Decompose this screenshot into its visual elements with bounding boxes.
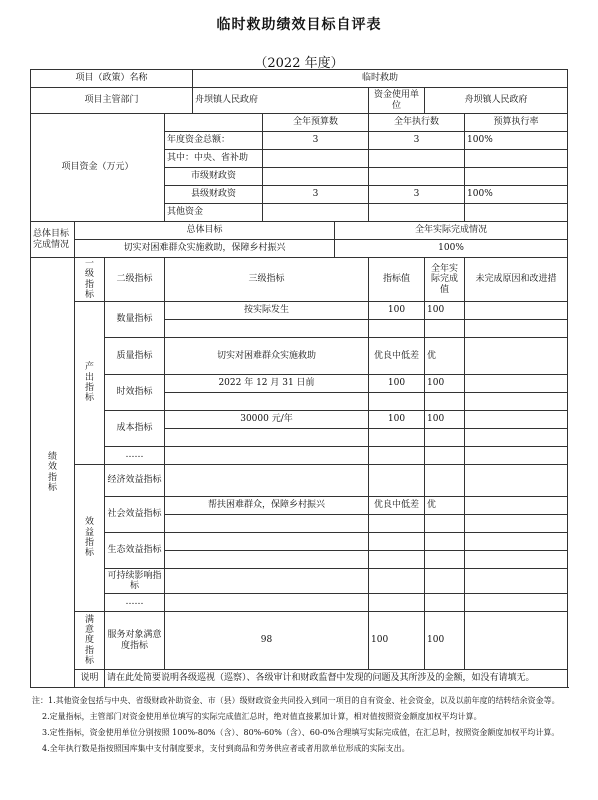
header-actual: 全年实际完成值	[425, 258, 465, 302]
indicator-l2: 生态效益指标	[105, 533, 165, 569]
indicator-l3: 切实对困难群众实施救助	[165, 338, 369, 375]
explain-label: 说明	[75, 670, 105, 688]
benefit-label: 效益指标	[75, 465, 105, 612]
funds-col-exec: 全年执行数	[369, 114, 465, 132]
funds-row-name: 市级财政资	[165, 168, 263, 186]
output-label: 产出指标	[75, 302, 105, 465]
user-label: 资金使用单位	[369, 88, 425, 114]
indicator-actual: 100	[425, 375, 465, 393]
header-level2: 二级指标	[105, 258, 165, 302]
indicator-l2: 可持续影响指标	[105, 569, 165, 594]
funds-row-name: 县级财政资	[165, 186, 263, 204]
funds-row-rate	[465, 204, 568, 222]
funds-row-exec: 3	[369, 132, 465, 150]
indicator-reason	[465, 411, 568, 429]
indicator-l2: 经济效益指标	[105, 465, 165, 497]
indicator-reason	[465, 302, 568, 320]
header-level1: 一级指标	[75, 258, 105, 302]
indicator-l3: 30000 元/年	[165, 411, 369, 429]
user-value: 舟坝镇人民政府	[425, 88, 568, 114]
funds-col-rate: 预算执行率	[465, 114, 568, 132]
indicator-l3: 98	[165, 612, 369, 670]
indicator-actual: 优	[425, 338, 465, 375]
funds-row-budget: 3	[263, 132, 369, 150]
funds-row-budget	[263, 150, 369, 168]
indicator-l2: 质量指标	[105, 338, 165, 375]
indicator-l2: 数量指标	[105, 302, 165, 338]
indicator-l2: ……	[105, 447, 165, 465]
overall-label: 总体目标完成情况	[31, 222, 75, 258]
evaluation-table	[30, 69, 568, 688]
funds-row-budget	[263, 168, 369, 186]
indicator-value: 100	[369, 612, 425, 670]
funds-row-exec	[369, 204, 465, 222]
funds-col-budget: 全年预算数	[263, 114, 369, 132]
indicator-l2: 成本指标	[105, 411, 165, 447]
indicator-value: 100	[369, 411, 425, 429]
indicator-actual: 100	[425, 302, 465, 320]
funds-header-blank	[165, 114, 263, 132]
overall-target-header: 总体目标	[75, 222, 335, 240]
indicator-l3: 帮扶困难群众，保障乡村振兴	[165, 497, 369, 515]
indicator-l2: 社会效益指标	[105, 497, 165, 533]
funds-row-name: 其他资金	[165, 204, 263, 222]
indicator-value: 优良中低差	[369, 338, 425, 375]
note-item: 注：1.其他资金包括与中央、省级财政补助资金、市（县）级财政资金共同投入到同一项目的自有资金、社会资金，以及以前年度的结转结余资金等。	[32, 696, 560, 705]
header-value: 指标值	[369, 258, 425, 302]
funds-row-exec: 3	[369, 186, 465, 204]
project-name-value: 临时救助	[193, 70, 568, 88]
funds-row-name: 年度资金总额：	[165, 132, 263, 150]
funds-row-name: 其中：中央、省补助	[165, 150, 263, 168]
explain-text: 请在此处简要说明各级巡视（巡察）、各级审计和财政监督中发现的问题及其所涉及的金额，如没有请填无。	[105, 670, 568, 688]
indicator-actual: 100	[425, 612, 465, 670]
indicator-l2: 时效指标	[105, 375, 165, 411]
funds-row-budget	[263, 204, 369, 222]
funds-row-rate: 100%	[465, 132, 568, 150]
indicator-reason	[465, 497, 568, 515]
header-level3: 三级指标	[165, 258, 369, 302]
form-year: （2022 年度）	[254, 56, 344, 71]
project-name-label: 项目（政策）名称	[31, 70, 193, 88]
indicator-reason	[465, 338, 568, 375]
overall-target: 切实对困难群众实施救助，保障乡村振兴	[75, 240, 335, 258]
notes	[32, 694, 567, 758]
dept-label: 项目主管部门	[31, 88, 193, 114]
indicator-value: 100	[369, 302, 425, 320]
indicators-section-label: 绩效指标	[31, 258, 75, 688]
funds-row-rate	[465, 150, 568, 168]
indicator-l3: 2022 年 12 月 31 日前	[165, 375, 369, 393]
funds-label: 项目资金（万元）	[31, 114, 165, 222]
note-item: 2.定量指标，主管部门对资金使用单位填写的实际完成值汇总时，绝对值直接累加计算，相对值按照资金额度加权平均计算。	[42, 712, 482, 721]
overall-actual-header: 全年实际完成情况	[335, 222, 568, 240]
note-item: 4.全年执行数是指按照国库集中支付制度要求，支付到商品和劳务供应者或者用款单位形成的实际支出。	[42, 744, 410, 753]
overall-actual: 100%	[335, 240, 568, 258]
indicator-l2: 服务对象满意度指标	[105, 612, 165, 670]
form-title: 临时救助绩效目标自评表	[216, 17, 382, 33]
funds-row-rate: 100%	[465, 186, 568, 204]
dept-value: 舟坝镇人民政府	[193, 88, 369, 114]
indicator-reason	[465, 612, 568, 670]
indicator-actual: 优	[425, 497, 465, 515]
indicator-actual: 100	[425, 411, 465, 429]
funds-row-exec	[369, 168, 465, 186]
funds-row-exec	[369, 150, 465, 168]
header-reason: 未完成原因和改进措	[465, 258, 568, 302]
funds-row-rate	[465, 168, 568, 186]
indicator-value: 优良中低差	[369, 497, 425, 515]
indicator-reason	[465, 375, 568, 393]
indicator-l2: ……	[105, 594, 165, 612]
note-item: 3.定性指标，资金使用单位分别按照 100%-80%（含）、80%-60%（含）、60-0%合理填写实际完成值，在汇总时，按照资金额度加权平均计算。	[42, 728, 560, 737]
satisfaction-label: 满意度指标	[75, 612, 105, 670]
funds-row-budget: 3	[263, 186, 369, 204]
indicator-value: 100	[369, 375, 425, 393]
indicator-l3: 按实际发生	[165, 302, 369, 320]
